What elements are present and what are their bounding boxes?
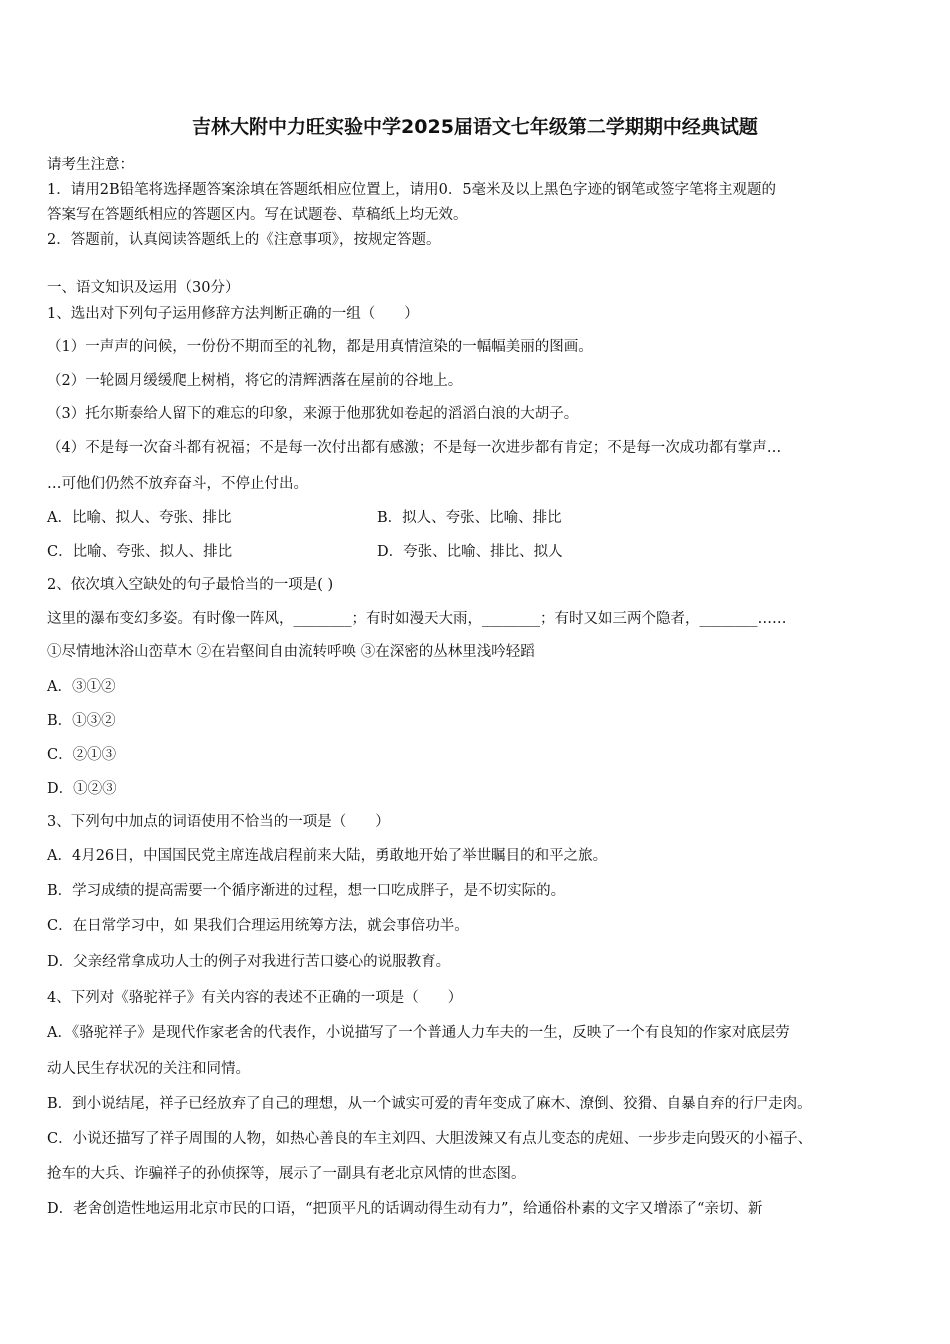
q1-sentence-3: （3）托尔斯泰给人留下的难忘的印象，来源于他那犹如卷起的滔滔白浪的大胡子。 [47, 406, 579, 422]
page-title: 吉林大附中力旺实验中学2025届语文七年级第二学期期中经典试题 [192, 116, 758, 138]
q4-option-d-line-1[interactable]: D．老舍创造性地运用北京市民的口语，“把顶平凡的话调动得生动有力”，给通俗朴素的文字又增添了“亲切、新 [47, 1201, 763, 1217]
section-heading: 一、语文知识及运用（30分） [47, 280, 240, 296]
q2-text: 这里的瀑布变幻多姿。有时像一阵风，________；有时如漫天大雨，________；有时又如三两个隐者，________…… [47, 611, 787, 627]
q3-option-d[interactable]: D．父亲经常拿成功人士的例子对我进行苦口婆心的说服教育。 [47, 954, 451, 970]
q1-option-a[interactable]: A．比喻、拟人、夸张、排比 [47, 510, 232, 526]
q1-stem: 1、选出对下列句子运用修辞方法判断正确的一组（ ） [47, 306, 419, 322]
notice-item-1-line-2: 答案写在答题纸相应的答题区内。写在试题卷、草稿纸上均无效。 [47, 207, 468, 223]
q2-option-a[interactable]: A．③①② [47, 679, 116, 695]
q2-stem: 2、依次填入空缺处的句子最恰当的一项是( ) [47, 577, 334, 593]
q2-option-d[interactable]: D．①②③ [47, 781, 117, 797]
q1-sentence-4-line-1: （4）不是每一次奋斗都有祝福；不是每一次付出都有感激；不是每一次进步都有肯定；不是每一次成功都有掌声… [47, 440, 782, 456]
notice-item-2: 2．答题前，认真阅读答题纸上的《注意事项》，按规定答题。 [47, 232, 441, 248]
q3-option-b[interactable]: B．学习成绩的提高需要一个循序渐进的过程，想一口吃成胖子，是不切实际的。 [47, 883, 566, 899]
q4-option-a-line-2: 动人民生存状况的关注和同情。 [47, 1061, 250, 1077]
q1-sentence-1: （1）一声声的问候，一份份不期而至的礼物，都是用真情渲染的一幅幅美丽的图画。 [47, 339, 593, 355]
q1-sentence-2: （2）一轮圆月缓缓爬上树梢，将它的清辉洒落在屋前的谷地上。 [47, 373, 463, 389]
q2-option-b[interactable]: B．①③② [47, 713, 116, 729]
q4-option-a-line-1[interactable]: A．《骆驼祥子》是现代作家老舍的代表作，小说描写了一个普通人力车夫的一生，反映了一个有良知的作家对底层劳 [47, 1025, 790, 1041]
q2-option-c[interactable]: C．②①③ [47, 747, 117, 763]
q4-option-b[interactable]: B．到小说结尾，祥子已经放弃了自己的理想，从一个诚实可爱的青年变成了麻木、潦倒、狡猾、自暴自弃的行尸走肉。 [47, 1096, 812, 1112]
q3-stem: 3、下列句中加点的词语使用不恰当的一项是（ ） [47, 814, 390, 830]
notice-item-1-line-1: 1．请用2B铅笔将选择题答案涂填在答题纸相应位置上，请用0．5毫米及以上黑色字迹的钢笔或签字笔将主观题的 [47, 182, 777, 198]
q3-option-a[interactable]: A．4月26日，中国国民党主席连战启程前来大陆，勇敢地开始了举世瞩目的和平之旅。 [47, 848, 608, 864]
q4-option-c-line-2: 抢车的大兵、诈骗祥子的孙侦探等，展示了一副具有老北京风情的世态图。 [47, 1166, 526, 1182]
q2-choices: ①尽情地沐浴山峦草木 ②在岩壑间自由流转呼唤 ③在深密的丛林里浅吟轻蹈 [47, 644, 535, 660]
q1-option-c[interactable]: C．比喻、夸张、拟人、排比 [47, 544, 233, 560]
q1-sentence-4-line-2: …可他们仍然不放弃奋斗，不停止付出。 [47, 476, 308, 492]
q1-option-d[interactable]: D．夸张、比喻、排比、拟人 [377, 544, 563, 560]
q3-option-c[interactable]: C．在日常学习中，如 果我们合理运用统筹方法，就会事倍功半。 [47, 918, 469, 934]
q4-option-c-line-1[interactable]: C．小说还描写了祥子周围的人物，如热心善良的车主刘四、大胆泼辣又有点儿变态的虎妞、一步步走向毁灭的小福子、 [47, 1131, 813, 1147]
q1-option-b[interactable]: B．拟人、夸张、比喻、排比 [377, 510, 562, 526]
q4-stem: 4、下列对《骆驼祥子》有关内容的表述不正确的一项是（ ） [47, 990, 463, 1006]
notice-heading: 请考生注意： [47, 157, 134, 173]
